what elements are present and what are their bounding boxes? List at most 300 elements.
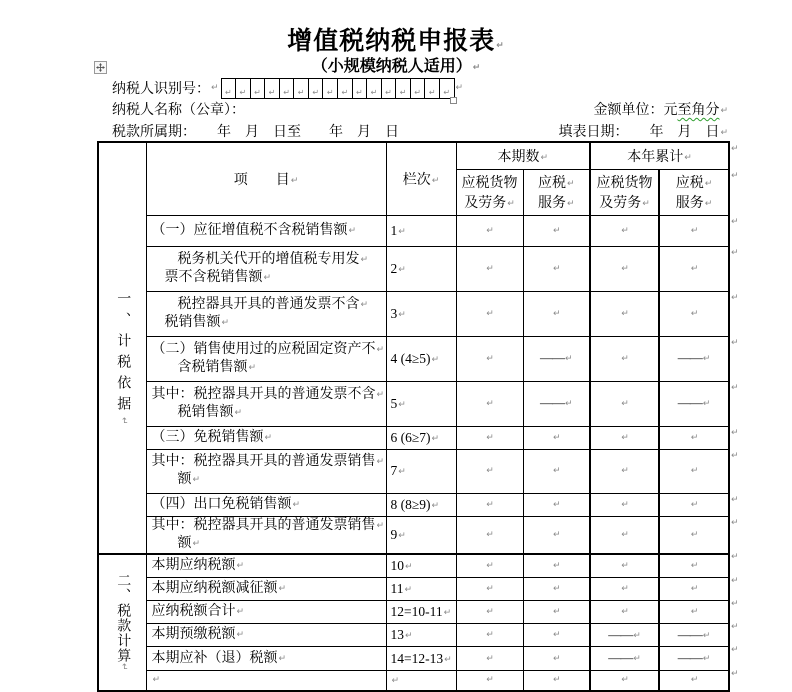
taxpayer-id-label: 纳税人识别号： [112, 82, 210, 97]
pilcrow-mark-icon: ↵ [444, 654, 452, 665]
section-label-1 [98, 142, 146, 554]
pilcrow-mark-icon: ↵ [431, 354, 440, 365]
value-cell[interactable] [590, 578, 659, 601]
pilcrow-mark-icon: ↵ [297, 87, 305, 97]
pilcrow-mark-icon: ↵ [283, 87, 290, 97]
value-cell[interactable] [523, 449, 590, 493]
item-label-text: 含税销售额 [177, 359, 248, 375]
pilcrow-mark-icon: ↵ [405, 561, 413, 572]
pilcrow-mark-icon: ↵ [486, 225, 494, 236]
pilcrow-mark-icon: ↵ [152, 675, 161, 686]
index-cell [386, 291, 456, 336]
item-label-line [147, 386, 386, 404]
value-cell[interactable] [659, 624, 729, 647]
index-cell [386, 601, 456, 624]
value-cell[interactable] [523, 426, 590, 449]
item-label-line [147, 517, 386, 535]
item-label-line [147, 404, 386, 422]
value-cell[interactable] [590, 647, 659, 671]
pilcrow-mark-icon: ↵ [428, 87, 436, 97]
pilcrow-mark-icon: ↵ [704, 179, 713, 189]
taxpayer-id-box[interactable] [439, 78, 455, 99]
column-subheader [456, 169, 523, 215]
value-cell[interactable] [590, 624, 659, 647]
value-cell[interactable] [590, 493, 659, 516]
subheader-line [591, 172, 658, 192]
pilcrow-mark-icon: ↵ [684, 152, 692, 163]
index-cell [386, 426, 456, 449]
value-cell[interactable] [523, 493, 590, 516]
end-of-row-mark-icon: ↵ [731, 248, 739, 258]
index-cell [386, 336, 456, 381]
pilcrow-mark-icon: ↵ [702, 354, 711, 364]
item-label-cell [146, 381, 386, 426]
subheader-line [660, 172, 728, 192]
end-of-row-mark-icon: ↵ [731, 669, 739, 679]
index-number: 5 [390, 395, 398, 411]
not-applicable-dashes: —— [677, 350, 702, 365]
section-label-2 [98, 554, 146, 691]
pilcrow-mark-icon: ↵ [398, 226, 406, 237]
group-header-text: 本期数 [497, 149, 540, 165]
pilcrow-mark-icon: ↵ [312, 87, 320, 97]
value-cell[interactable] [523, 647, 590, 671]
taxpayer-id-box[interactable] [279, 78, 295, 99]
pilcrow-mark-icon: ↵ [398, 309, 406, 320]
taxpayer-id-box[interactable] [352, 78, 368, 99]
pilcrow-mark-icon: ↵ [486, 353, 494, 364]
value-cell[interactable] [590, 449, 659, 493]
pilcrow-mark-icon: ↵ [540, 152, 549, 163]
table-move-handle-icon[interactable] [94, 61, 107, 74]
value-cell[interactable] [456, 426, 523, 449]
item-column-header [146, 142, 386, 215]
item-label-cell [146, 336, 386, 381]
value-cell[interactable] [659, 449, 729, 493]
pilcrow-mark-icon: ↵ [290, 175, 299, 186]
item-label-line [147, 251, 386, 269]
value-cell[interactable] [523, 578, 590, 601]
value-cell[interactable] [590, 336, 659, 381]
tax-period-label: 税款所属期： [112, 125, 189, 140]
item-label-line [147, 626, 386, 644]
pilcrow-mark-icon: ↵ [690, 466, 699, 476]
pilcrow-mark-icon: ↵ [621, 353, 629, 364]
value-cell[interactable] [590, 516, 659, 554]
index-cell [386, 578, 456, 601]
value-cell[interactable] [659, 291, 729, 336]
table-resize-handle[interactable] [450, 97, 457, 104]
index-cell [386, 449, 456, 493]
value-cell[interactable] [590, 601, 659, 624]
item-label-text: 额 [177, 472, 192, 487]
taxpayer-id-box[interactable] [235, 78, 251, 99]
item-label-cell [146, 578, 386, 601]
pilcrow-mark-icon: ↵ [431, 433, 440, 444]
pilcrow-mark-icon: ↵ [292, 499, 301, 510]
index-number: 1 [390, 222, 398, 238]
not-applicable-dashes: —— [677, 395, 702, 410]
pilcrow-mark-icon: ↵ [621, 432, 629, 443]
value-cell[interactable] [659, 671, 729, 691]
value-cell[interactable] [523, 671, 590, 691]
pilcrow-mark-icon: ↵ [236, 560, 245, 571]
pilcrow-mark-icon: ↵ [690, 675, 699, 686]
index-number: 10 [390, 557, 404, 573]
pilcrow-mark-icon: ↵ [552, 432, 561, 443]
pilcrow-mark-icon: ↵ [431, 175, 440, 186]
value-cell[interactable] [456, 381, 523, 426]
value-cell[interactable] [659, 554, 729, 578]
taxpayer-id-box[interactable] [381, 78, 397, 99]
page-subtitle-text: （小规模纳税人适用） [311, 58, 472, 75]
pilcrow-mark-icon: ↵ [254, 87, 261, 97]
pilcrow-mark-icon: ↵ [486, 529, 494, 540]
item-label-text: 本期应补（退）税额 [151, 650, 278, 666]
value-cell[interactable] [523, 246, 590, 291]
value-cell[interactable] [456, 336, 523, 381]
not-applicable-dashes: —— [539, 350, 564, 365]
item-label-text: 税控器具开具的普通发票不含 [177, 296, 360, 312]
pilcrow-mark-icon: ↵ [356, 87, 363, 97]
amount-unit-wavy-text: 至角分 [677, 103, 720, 118]
pilcrow-mark-icon: ↵ [414, 87, 421, 97]
index-number: 8 (8≥9) [390, 496, 431, 512]
index-number: 3 [390, 305, 398, 321]
item-label-line [147, 471, 386, 489]
group-header-text: 本年累计 [627, 149, 684, 165]
item-label-cell [146, 493, 386, 516]
pilcrow-mark-icon: ↵ [507, 199, 515, 209]
item-label-line [147, 650, 386, 668]
item-label-text: 本期预缴税额 [151, 627, 236, 642]
value-cell[interactable] [590, 381, 659, 426]
pilcrow-mark-icon: ↵ [192, 538, 201, 549]
index-cell [386, 381, 456, 426]
value-cell[interactable] [456, 554, 523, 578]
item-label-cell [146, 554, 386, 578]
subheader-text: 及劳务 [464, 196, 507, 211]
fill-date-label: 填表日期： [558, 125, 622, 140]
pilcrow-mark-icon: ↵ [404, 585, 413, 595]
pilcrow-mark-icon: ↵ [391, 676, 400, 687]
taxpayer-id-box[interactable] [322, 78, 338, 99]
item-label-text: 额 [177, 535, 192, 551]
item-label-text: （二）销售使用过的应税固定资产不 [151, 341, 376, 357]
item-label-line [147, 296, 386, 314]
pilcrow-mark-icon: ↵ [566, 199, 575, 209]
value-cell[interactable] [659, 647, 729, 671]
pilcrow-mark-icon: ↵ [552, 675, 561, 686]
pilcrow-mark-icon: ↵ [385, 87, 392, 97]
pilcrow-mark-icon: ↵ [486, 630, 494, 640]
index-number: 14=12-13 [390, 650, 444, 666]
item-label-line [147, 314, 386, 332]
item-label-text: 其中：税控器具开具的普通发票销售 [151, 517, 376, 533]
pilcrow-mark-icon: ↵ [192, 475, 201, 485]
value-cell[interactable] [523, 516, 590, 554]
value-cell[interactable] [456, 449, 523, 493]
pilcrow-mark-icon: ↵ [486, 653, 494, 664]
value-cell[interactable] [590, 291, 659, 336]
end-of-row-mark-icon: ↵ [731, 495, 739, 505]
pilcrow-mark-icon: ↵ [443, 87, 451, 97]
index-cell [386, 246, 456, 291]
amount-unit-prefix: 金额单位：元 [593, 103, 678, 118]
pilcrow-mark-icon: ↵ [248, 362, 257, 373]
item-label-cell [146, 647, 386, 671]
pilcrow-mark-icon: ↵ [552, 499, 561, 510]
pilcrow-mark-icon: ↵ [621, 584, 629, 594]
index-cell [386, 647, 456, 671]
pilcrow-mark-icon: ↵ [431, 500, 440, 511]
value-cell[interactable] [523, 215, 590, 246]
pilcrow-mark-icon: ↵ [552, 263, 561, 274]
pilcrow-mark-icon: ↵ [118, 417, 129, 433]
value-cell[interactable] [659, 578, 729, 601]
amount-unit-label [593, 99, 728, 119]
value-cell[interactable] [590, 246, 659, 291]
not-applicable-dashes: —— [608, 626, 633, 642]
page-title-text: 增值税纳税申报表 [287, 27, 496, 55]
value-cell[interactable] [456, 493, 523, 516]
pilcrow-mark-icon: ↵ [376, 344, 385, 355]
taxpayer-id-box[interactable] [308, 78, 324, 99]
value-cell[interactable] [456, 578, 523, 601]
value-cell[interactable] [659, 215, 729, 246]
item-label-text: （三）免税销售额 [151, 429, 264, 445]
index-number: 6 (6≥7) [390, 429, 431, 445]
item-label-text: 税销售额 [177, 404, 234, 420]
value-cell[interactable] [456, 624, 523, 647]
value-cell[interactable] [659, 336, 729, 381]
current-period-group-header [456, 142, 590, 169]
value-cell[interactable] [456, 516, 523, 554]
value-cell[interactable] [659, 601, 729, 624]
taxpayer-id-box[interactable] [293, 78, 309, 99]
subheader-text: 应税货物 [461, 176, 518, 191]
pilcrow-mark-icon: ↵ [621, 466, 629, 476]
pilcrow-mark-icon: ↵ [405, 631, 413, 641]
pilcrow-mark-icon: ↵ [690, 225, 699, 236]
pilcrow-mark-icon: ↵ [690, 584, 699, 594]
item-label-cell [146, 426, 386, 449]
pilcrow-mark-icon: ↵ [221, 317, 230, 328]
pilcrow-mark-icon: ↵ [236, 630, 245, 640]
value-cell[interactable] [659, 246, 729, 291]
pilcrow-mark-icon: ↵ [370, 87, 378, 97]
column-subheader [523, 169, 590, 215]
item-label-line [147, 603, 386, 621]
value-cell[interactable] [659, 381, 729, 426]
end-of-row-mark-icon: ↵ [731, 576, 739, 586]
item-label-cell [146, 516, 386, 554]
end-of-row-mark-icon: ↵ [731, 518, 739, 528]
pilcrow-mark-icon: ↵ [211, 83, 219, 93]
end-of-row-mark-icon: ↵ [731, 622, 739, 632]
index-cell [386, 624, 456, 647]
pilcrow-mark-icon: ↵ [621, 225, 629, 236]
value-cell[interactable] [456, 215, 523, 246]
not-applicable-dashes: —— [539, 395, 564, 410]
pilcrow-mark-icon: ↵ [690, 263, 699, 274]
taxpayer-id-box[interactable] [337, 78, 353, 99]
index-cell [386, 671, 456, 691]
tax-period-value: 年 月 日至 年 月 日 [189, 125, 399, 140]
pilcrow-mark-icon: ↵ [552, 653, 561, 664]
pilcrow-mark-icon: ↵ [564, 399, 573, 409]
index-cell [386, 215, 456, 246]
value-cell[interactable] [590, 426, 659, 449]
pilcrow-mark-icon: ↵ [564, 354, 573, 364]
value-cell[interactable] [659, 516, 729, 554]
value-cell[interactable] [456, 647, 523, 671]
page-title [0, 21, 792, 57]
section-label-text: 二、税款计算 [115, 572, 131, 663]
item-label-line [147, 496, 386, 514]
index-number: 4 (4≥5) [390, 350, 431, 366]
pilcrow-mark-icon: ↵ [702, 630, 711, 641]
item-label-text: 税销售额 [164, 314, 221, 330]
pilcrow-mark-icon: ↵ [486, 560, 494, 571]
item-label-cell [146, 449, 386, 493]
empty-line [147, 671, 386, 689]
end-of-row-mark-icon: ↵ [731, 428, 739, 438]
subheader-line [524, 172, 590, 192]
item-label-line [147, 269, 386, 287]
column-subheader [590, 169, 659, 215]
subheader-line [524, 192, 590, 212]
pilcrow-mark-icon: ↵ [496, 41, 505, 51]
pilcrow-mark-icon: ↵ [443, 608, 452, 618]
pilcrow-mark-icon: ↵ [398, 530, 406, 541]
value-cell[interactable] [590, 554, 659, 578]
pilcrow-mark-icon: ↵ [621, 607, 629, 617]
pilcrow-mark-icon: ↵ [472, 63, 481, 73]
vat-return-table [97, 141, 730, 692]
pilcrow-mark-icon: ↵ [552, 630, 561, 640]
value-cell[interactable] [523, 601, 590, 624]
subheader-text: 应税 [675, 176, 704, 191]
subheader-line [660, 192, 728, 212]
taxpayer-id-box[interactable] [366, 78, 382, 99]
pilcrow-mark-icon: ↵ [690, 560, 699, 571]
pilcrow-mark-icon: ↵ [486, 466, 494, 476]
pilcrow-mark-icon: ↵ [621, 398, 629, 409]
pilcrow-mark-icon: ↵ [702, 654, 711, 664]
taxpayer-id-box[interactable] [221, 78, 237, 99]
value-cell[interactable] [659, 426, 729, 449]
subheader-text: 应税 [537, 176, 566, 191]
pilcrow-mark-icon: ↵ [552, 466, 561, 476]
item-label-text: 票不含税销售额 [164, 269, 263, 285]
index-cell [386, 516, 456, 554]
pilcrow-mark-icon: ↵ [234, 407, 243, 418]
pilcrow-mark-icon: ↵ [399, 87, 407, 97]
taxpayer-id-box[interactable] [410, 78, 426, 99]
ytd-group-header [590, 142, 729, 169]
value-cell[interactable] [523, 336, 590, 381]
page-subtitle [0, 53, 792, 76]
pilcrow-mark-icon: ↵ [360, 254, 369, 265]
item-label-text: 其中：税控器具开具的普通发票不含 [151, 386, 376, 402]
pilcrow-mark-icon: ↵ [690, 499, 699, 510]
pilcrow-mark-icon: ↵ [278, 584, 287, 594]
pilcrow-mark-icon: ↵ [720, 106, 728, 116]
subheader-line [457, 172, 523, 192]
pilcrow-mark-icon: ↵ [621, 560, 629, 571]
value-cell[interactable] [456, 601, 523, 624]
pilcrow-mark-icon: ↵ [264, 432, 273, 443]
value-cell[interactable] [590, 215, 659, 246]
item-label-cell [146, 215, 386, 246]
value-cell[interactable] [523, 624, 590, 647]
pilcrow-mark-icon: ↵ [455, 83, 464, 93]
value-cell[interactable] [659, 493, 729, 516]
taxpayer-name-label [112, 99, 245, 119]
value-cell[interactable] [523, 381, 590, 426]
item-label-line [147, 222, 386, 240]
pilcrow-mark-icon: ↵ [486, 308, 494, 319]
end-of-row-mark-icon: ↵ [731, 645, 739, 655]
taxpayer-id-box[interactable] [250, 78, 266, 99]
item-label-cell [146, 624, 386, 647]
value-cell[interactable] [456, 671, 523, 691]
index-number: 13 [390, 627, 404, 642]
pilcrow-mark-icon: ↵ [552, 225, 561, 236]
pilcrow-mark-icon: ↵ [720, 128, 728, 138]
index-number: 12=10-11 [390, 604, 443, 619]
pilcrow-mark-icon: ↵ [621, 499, 629, 510]
item-label-text: 税务机关代开的增值税专用发 [177, 251, 360, 267]
pilcrow-mark-icon: ↵ [341, 87, 349, 97]
pilcrow-mark-icon: ↵ [224, 87, 232, 97]
value-cell[interactable] [456, 246, 523, 291]
taxpayer-id-box[interactable] [395, 78, 411, 99]
pilcrow-mark-icon: ↵ [621, 308, 629, 319]
value-cell[interactable] [590, 671, 659, 691]
pilcrow-mark-icon: ↵ [326, 87, 334, 97]
pilcrow-mark-icon: ↵ [376, 520, 385, 531]
value-cell[interactable] [456, 291, 523, 336]
tax-period-line [112, 121, 399, 141]
pilcrow-mark-icon: ↵ [642, 199, 650, 209]
subheader-line [591, 192, 658, 212]
taxpayer-id-boxes [221, 78, 455, 99]
index-number: 9 [390, 526, 398, 542]
value-cell[interactable] [523, 554, 590, 578]
value-cell[interactable] [523, 291, 590, 336]
fill-date-value: 年 月 日 [621, 125, 720, 140]
four-arrows-icon [96, 63, 105, 72]
pilcrow-mark-icon: ↵ [690, 308, 699, 319]
pilcrow-mark-icon: ↵ [702, 399, 711, 409]
pilcrow-mark-icon: ↵ [633, 654, 641, 664]
taxpayer-id-box[interactable] [264, 78, 280, 99]
item-header-text: 项 目 [233, 172, 290, 188]
taxpayer-id-line [112, 77, 463, 99]
item-label-cell [146, 291, 386, 336]
end-of-row-mark-icon: ↵ [731, 144, 739, 154]
item-label-text: 其中：税控器具开具的普通发票销售 [151, 454, 376, 469]
item-label-text: （四）出口免税销售额 [151, 496, 292, 512]
pilcrow-mark-icon: ↵ [278, 653, 287, 664]
taxpayer-id-box[interactable] [424, 78, 440, 99]
pilcrow-mark-icon: ↵ [552, 560, 561, 571]
pilcrow-mark-icon: ↵ [486, 263, 494, 274]
pilcrow-mark-icon: ↵ [486, 499, 494, 510]
item-label-text: （一）应征增值税不含税销售额 [151, 222, 348, 238]
